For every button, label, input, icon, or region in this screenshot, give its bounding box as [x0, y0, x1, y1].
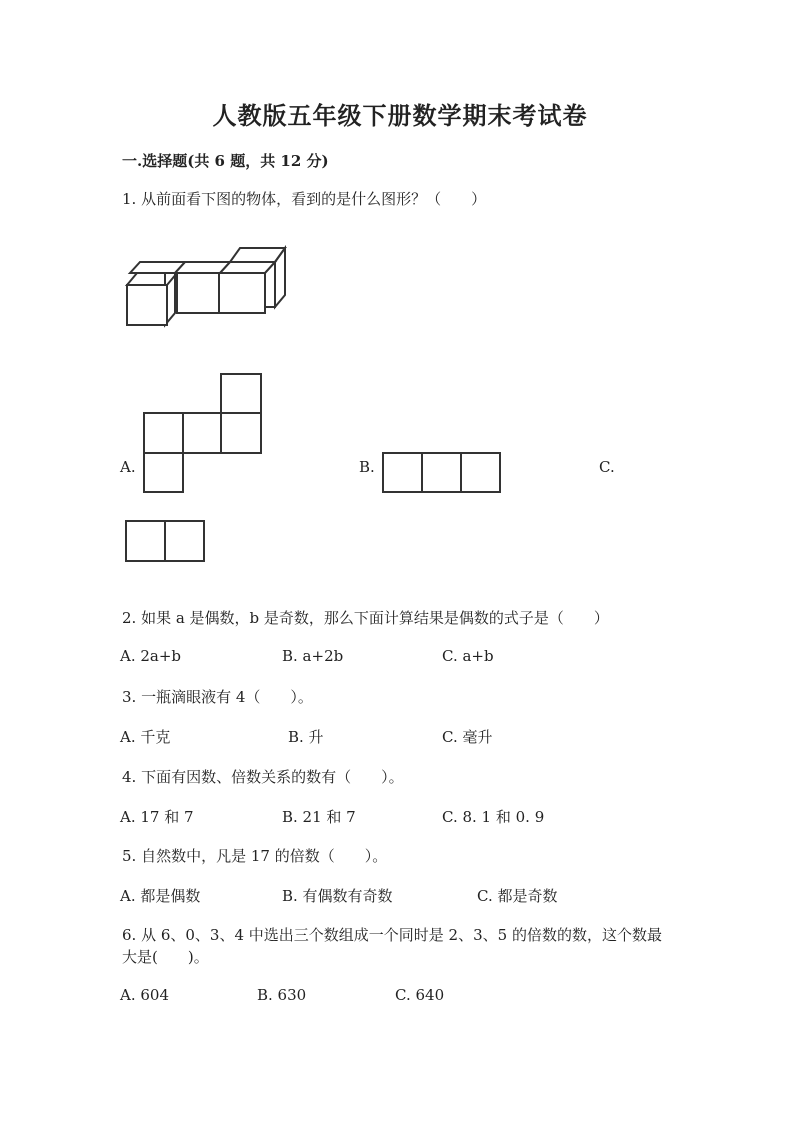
option-b-figure: [382, 452, 504, 496]
question-6-option-b: B. 630: [257, 986, 307, 1004]
question-3-option-c: C. 毫升: [442, 728, 493, 746]
question-5-option-a: A. 都是偶数: [120, 887, 201, 905]
question-4-text: 4. 下面有因数、倍数关系的数有（ ）。: [122, 768, 404, 786]
question-2-option-b: B. a+2b: [282, 647, 344, 665]
question-1-option-c: C.: [599, 458, 615, 476]
question-1-option-b: B.: [359, 458, 375, 476]
question-3-option-b: B. 升: [288, 728, 324, 746]
question-5-option-c: C. 都是奇数: [477, 887, 558, 905]
question-6-text-line-2: 大是( )。: [122, 948, 209, 966]
question-1-option-a: A.: [120, 458, 136, 476]
question-4-option-b: B. 21 和 7: [282, 808, 356, 826]
question-2-option-c: C. a+b: [442, 647, 494, 665]
question-5-option-b: B. 有偶数有奇数: [282, 887, 393, 905]
page-title: 人教版五年级下册数学期末考试卷: [212, 101, 588, 130]
question-6-text-line-1: 6. 从 6、0、3、4 中选出三个数组成一个同时是 2、3、5 的倍数的数，这个数最: [122, 926, 662, 944]
section-heading: 一.选择题(共 6 题，共 12 分): [122, 152, 329, 170]
question-3-option-a: A. 千克: [120, 728, 171, 746]
cube-object-figure: [120, 240, 290, 330]
question-4-option-c: C. 8. 1 和 0. 9: [442, 808, 545, 826]
question-6-option-a: A. 604: [120, 986, 169, 1004]
question-4-option-a: A. 17 和 7: [120, 808, 194, 826]
question-3-text: 3. 一瓶滴眼液有 4（ ）。: [122, 688, 313, 706]
question-2-text: 2. 如果 a 是偶数，b 是奇数，那么下面计算结果是偶数的式子是（ ）: [122, 609, 609, 627]
option-a-figure: [143, 373, 265, 495]
question-6-option-c: C. 640: [395, 986, 445, 1004]
question-1-text: 1. 从前面看下图的物体，看到的是什么图形？（ ）: [122, 190, 487, 208]
question-2-option-a: A. 2a+b: [120, 647, 182, 665]
question-5-text: 5. 自然数中，凡是 17 的倍数（ ）。: [122, 847, 388, 865]
option-c-figure: [125, 520, 209, 564]
